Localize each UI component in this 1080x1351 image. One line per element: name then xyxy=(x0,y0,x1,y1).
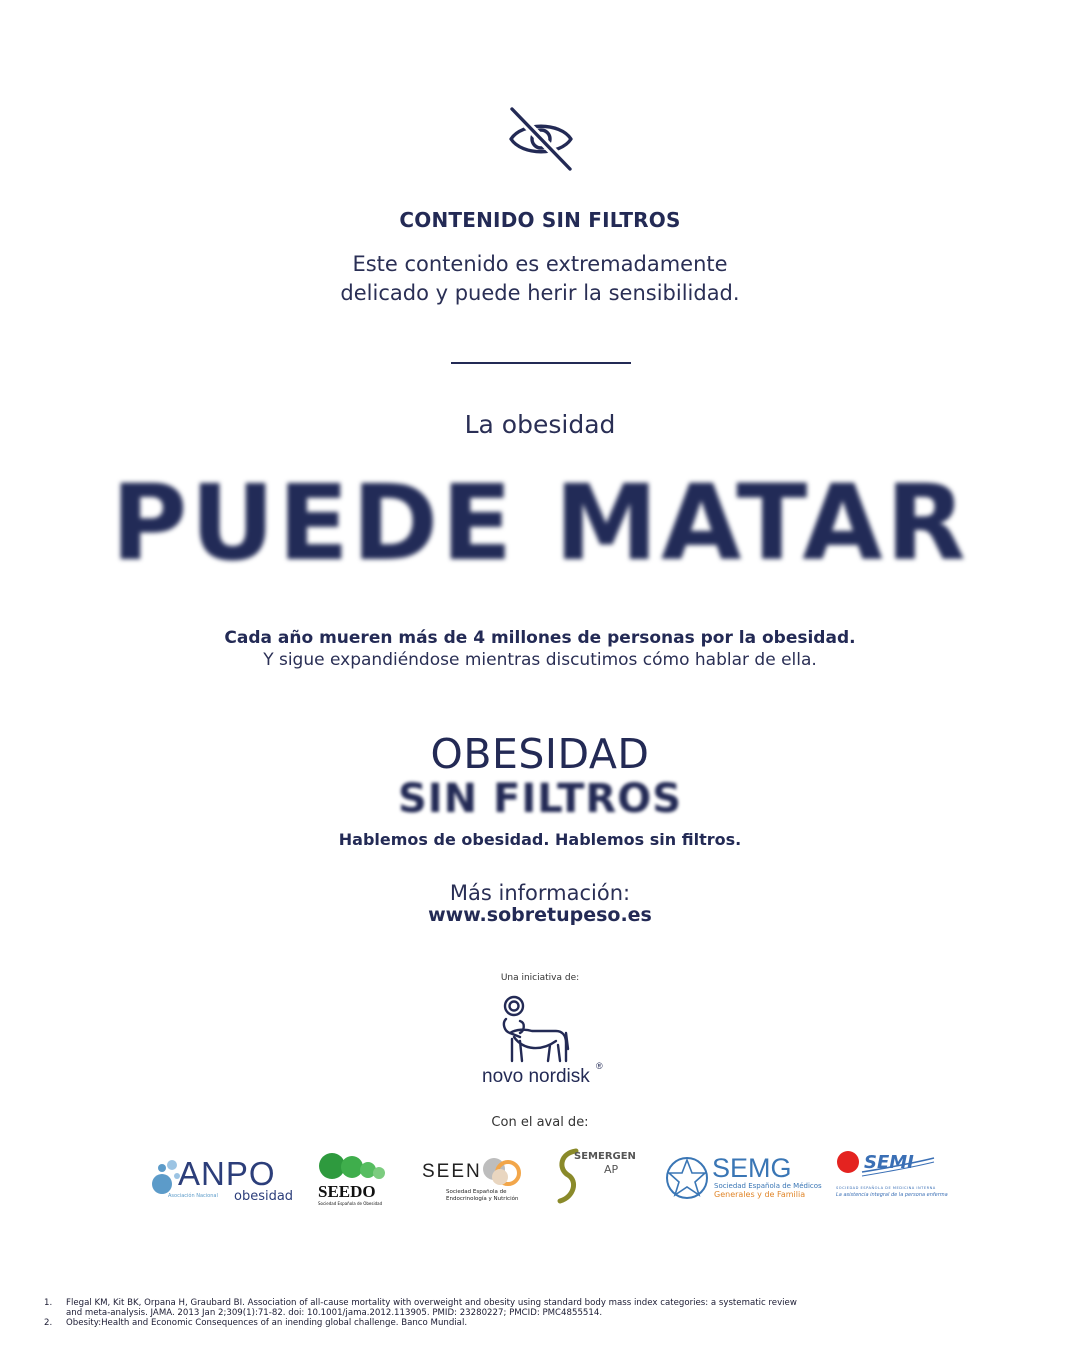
endorsements-label: Con el aval de: xyxy=(491,1115,589,1130)
seen-sub1: Sociedad Española de xyxy=(446,1189,507,1195)
semi-logo xyxy=(836,1150,948,1202)
footnote-item xyxy=(44,1318,1044,1328)
novo-nordisk-name: novo nordisk xyxy=(482,1066,590,1087)
seedo-sub: Sociedad Española de Obesidad xyxy=(318,1201,383,1206)
seedo-name: SEEDO xyxy=(318,1182,376,1201)
eye-slash-icon xyxy=(506,106,576,172)
semergen-logo xyxy=(556,1147,634,1209)
warning-text xyxy=(0,250,1080,308)
anpo-logo xyxy=(150,1155,294,1207)
warning-title: CONTENIDO SIN FILTROS xyxy=(399,208,681,232)
headline: PUEDE MATAR xyxy=(111,462,969,584)
info-url-link[interactable]: www.sobretupeso.es xyxy=(428,904,652,926)
info-label: Más información: xyxy=(449,881,631,905)
statistic-bold: Cada año mueren más de 4 millones de personas por la obesidad. xyxy=(224,628,856,648)
footnote-line: Obesity:Health and Economic Consequences of an inending global challenge. Banco Mundial. xyxy=(66,1318,468,1328)
statistic-text: Y sigue expandiéndose mientras discutimos cómo hablar de ella. xyxy=(263,650,817,670)
campaign-brand-line1: OBESIDAD xyxy=(430,730,650,778)
kicker: La obesidad xyxy=(464,410,616,439)
semg-star-icon xyxy=(664,1155,710,1201)
seen-sub2: Endocrinología y Nutrición xyxy=(446,1196,519,1202)
anpo-sub2: obesidad xyxy=(234,1189,294,1204)
semg-name: SEMG xyxy=(712,1153,792,1183)
semi-name: SEMI xyxy=(864,1152,914,1173)
semg-sub1: Sociedad Española de Médicos xyxy=(714,1182,822,1190)
tagline: Hablemos de obesidad. Hablemos sin filtros. xyxy=(338,830,742,849)
seen-name: SEEN xyxy=(422,1161,482,1182)
footnote-line: Flegal KM, Kit BK, Orpana H, Graubard BI. Association of all-cause mortality with overweight and obesity using standard body mass index categories: a systematic review xyxy=(66,1298,797,1308)
campaign-brand-line2: SIN FILTROS xyxy=(397,776,683,822)
semg-sub2: Generales y de Familia xyxy=(714,1190,806,1199)
semergen-sub: AP xyxy=(604,1163,619,1176)
semi-sub1: SOCIEDAD ESPAÑOLA DE MEDICINA INTERNA xyxy=(836,1186,936,1190)
seen-emblem-icon xyxy=(480,1155,530,1191)
divider xyxy=(451,362,631,364)
footnotes xyxy=(44,1298,1044,1328)
novo-nordisk-logo xyxy=(480,993,610,1088)
anpo-name: ANPO xyxy=(178,1155,276,1192)
anpo-sub1: Asociación Nacional xyxy=(168,1193,218,1199)
warning-text-line1: Este contenido es extremadamente xyxy=(352,252,728,276)
semi-sub2: La asistencia integral de la persona enferma xyxy=(836,1192,948,1198)
seedo-circles-icon xyxy=(316,1150,388,1182)
footnote-line: and meta-analysis. JAMA. 2013 Jan 2;309(1):71-82. doi: 10.1001/jama.2012.113905. PMID: 23280227; PMCID: PMC4855514. xyxy=(66,1308,603,1318)
footnote-item xyxy=(44,1298,1044,1318)
footnote-number: 1. xyxy=(44,1298,53,1308)
initiative-label: Una iniciativa de: xyxy=(500,973,580,983)
warning-text-line2: delicado y puede herir la sensibilidad. xyxy=(340,281,740,305)
semergen-name: SEMERGEN xyxy=(574,1151,636,1162)
registered-mark: ® xyxy=(596,1061,603,1071)
seedo-logo xyxy=(316,1150,388,1210)
footnote-number: 2. xyxy=(44,1318,53,1328)
semg-logo xyxy=(664,1153,822,1203)
seen-logo xyxy=(422,1155,532,1207)
